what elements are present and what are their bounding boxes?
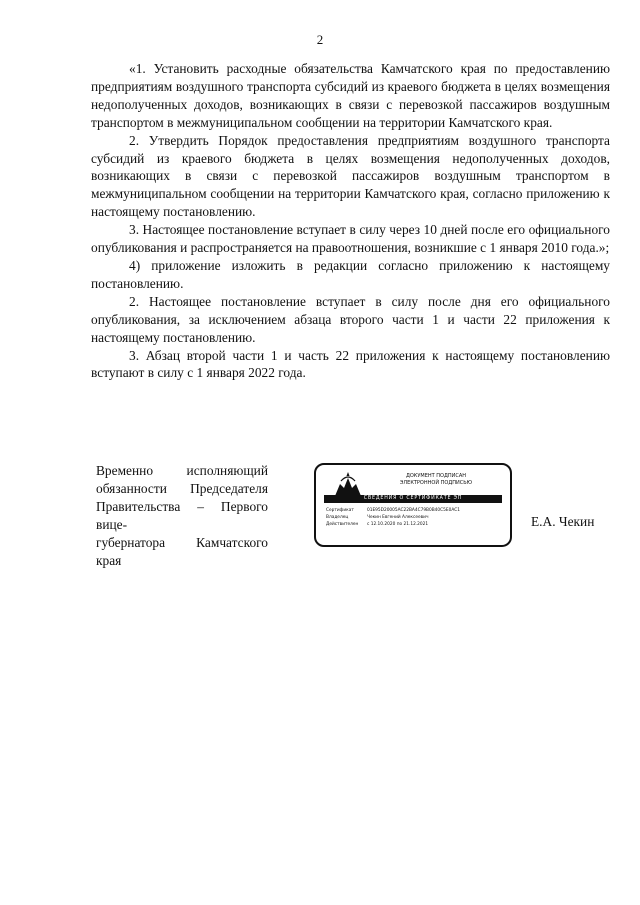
electronic-signature-stamp: [314, 463, 512, 547]
stamp-row-value: 01E95D20005AC22BA4C79B0B40C5E0AC1: [367, 508, 460, 513]
page-number: 2: [316, 32, 324, 47]
signatory-title-line: Временно исполняющий: [96, 463, 268, 478]
paragraph: 3. Абзац второй части 1 и часть 22 приложения к настоящему постановлению вступают в силу с 1 января 2022 года.: [91, 347, 610, 381]
stamp-row-label: Сертификат: [326, 508, 354, 513]
stamp-row: [326, 507, 506, 514]
signatory-title-line: обязанности Председателя: [96, 480, 268, 496]
coat-of-arms-icon: [332, 470, 364, 498]
stamp-row: [326, 514, 506, 521]
stamp-details: [326, 507, 506, 528]
signatory-title-line: губернатора Камчатского края: [96, 534, 268, 568]
stamp-row-value: Чекин Евгений Алексеевич: [367, 515, 429, 520]
paragraph: «1. Установить расходные обязательства Камчатского края по предоставлению предприятиям воздушного транспорта субсидий из краевого бюджета в целях возмещения недополученных доходов, возникающих в связи с перевозкой пассажиров воздушным транспортом в межмуниципальном сообщении на территории Камчатского края.: [91, 61, 610, 130]
stamp-row-value: с 12.10.2020 по 21.12.2021: [367, 522, 429, 527]
signatory-name: Е.А. Чекин: [531, 514, 595, 529]
stamp-header-line: ЭЛЕКТРОННОЙ ПОДПИСЬЮ: [399, 480, 473, 486]
paragraph: 2. Настоящее постановление вступает в силу после дня его официального опубликования, за исключением абзаца второго части 1 и части 22 приложения к настоящему постановлению.: [91, 293, 610, 345]
stamp-row: [326, 521, 506, 528]
stamp-certificate-bar: СВЕДЕНИЯ О СЕРТИФИКАТЕ ЭП: [324, 495, 502, 503]
document-body: [91, 60, 610, 382]
paragraph: 3. Настоящее постановление вступает в силу через 10 дней после его официального опубликования и распространяется на правоотношения, возникшие с 1 января 2010 года.»;: [91, 222, 610, 256]
stamp-row-label: Владелец: [326, 515, 349, 520]
signatory-title-line: Правительства – Первого вице-: [96, 498, 268, 532]
paragraph: 2. Утвердить Порядок предоставления предприятиям воздушного транспорта субсидий из краевого бюджета в целях возмещения недополученных доходов, возникающих в связи с перевозкой пассажиров воздушным транспортом в межмуниципальном сообщении на территории Камчатского края, согласно приложению к настоящему постановлению.: [91, 132, 610, 220]
stamp-header: [370, 473, 502, 487]
stamp-row-label: Действителен: [326, 522, 359, 527]
paragraph: 4) приложение изложить в редакции согласно приложению к настоящему постановлению.: [91, 257, 610, 291]
signatory-title: [96, 462, 268, 569]
stamp-header-line: ДОКУМЕНТ ПОДПИСАН: [405, 473, 467, 479]
